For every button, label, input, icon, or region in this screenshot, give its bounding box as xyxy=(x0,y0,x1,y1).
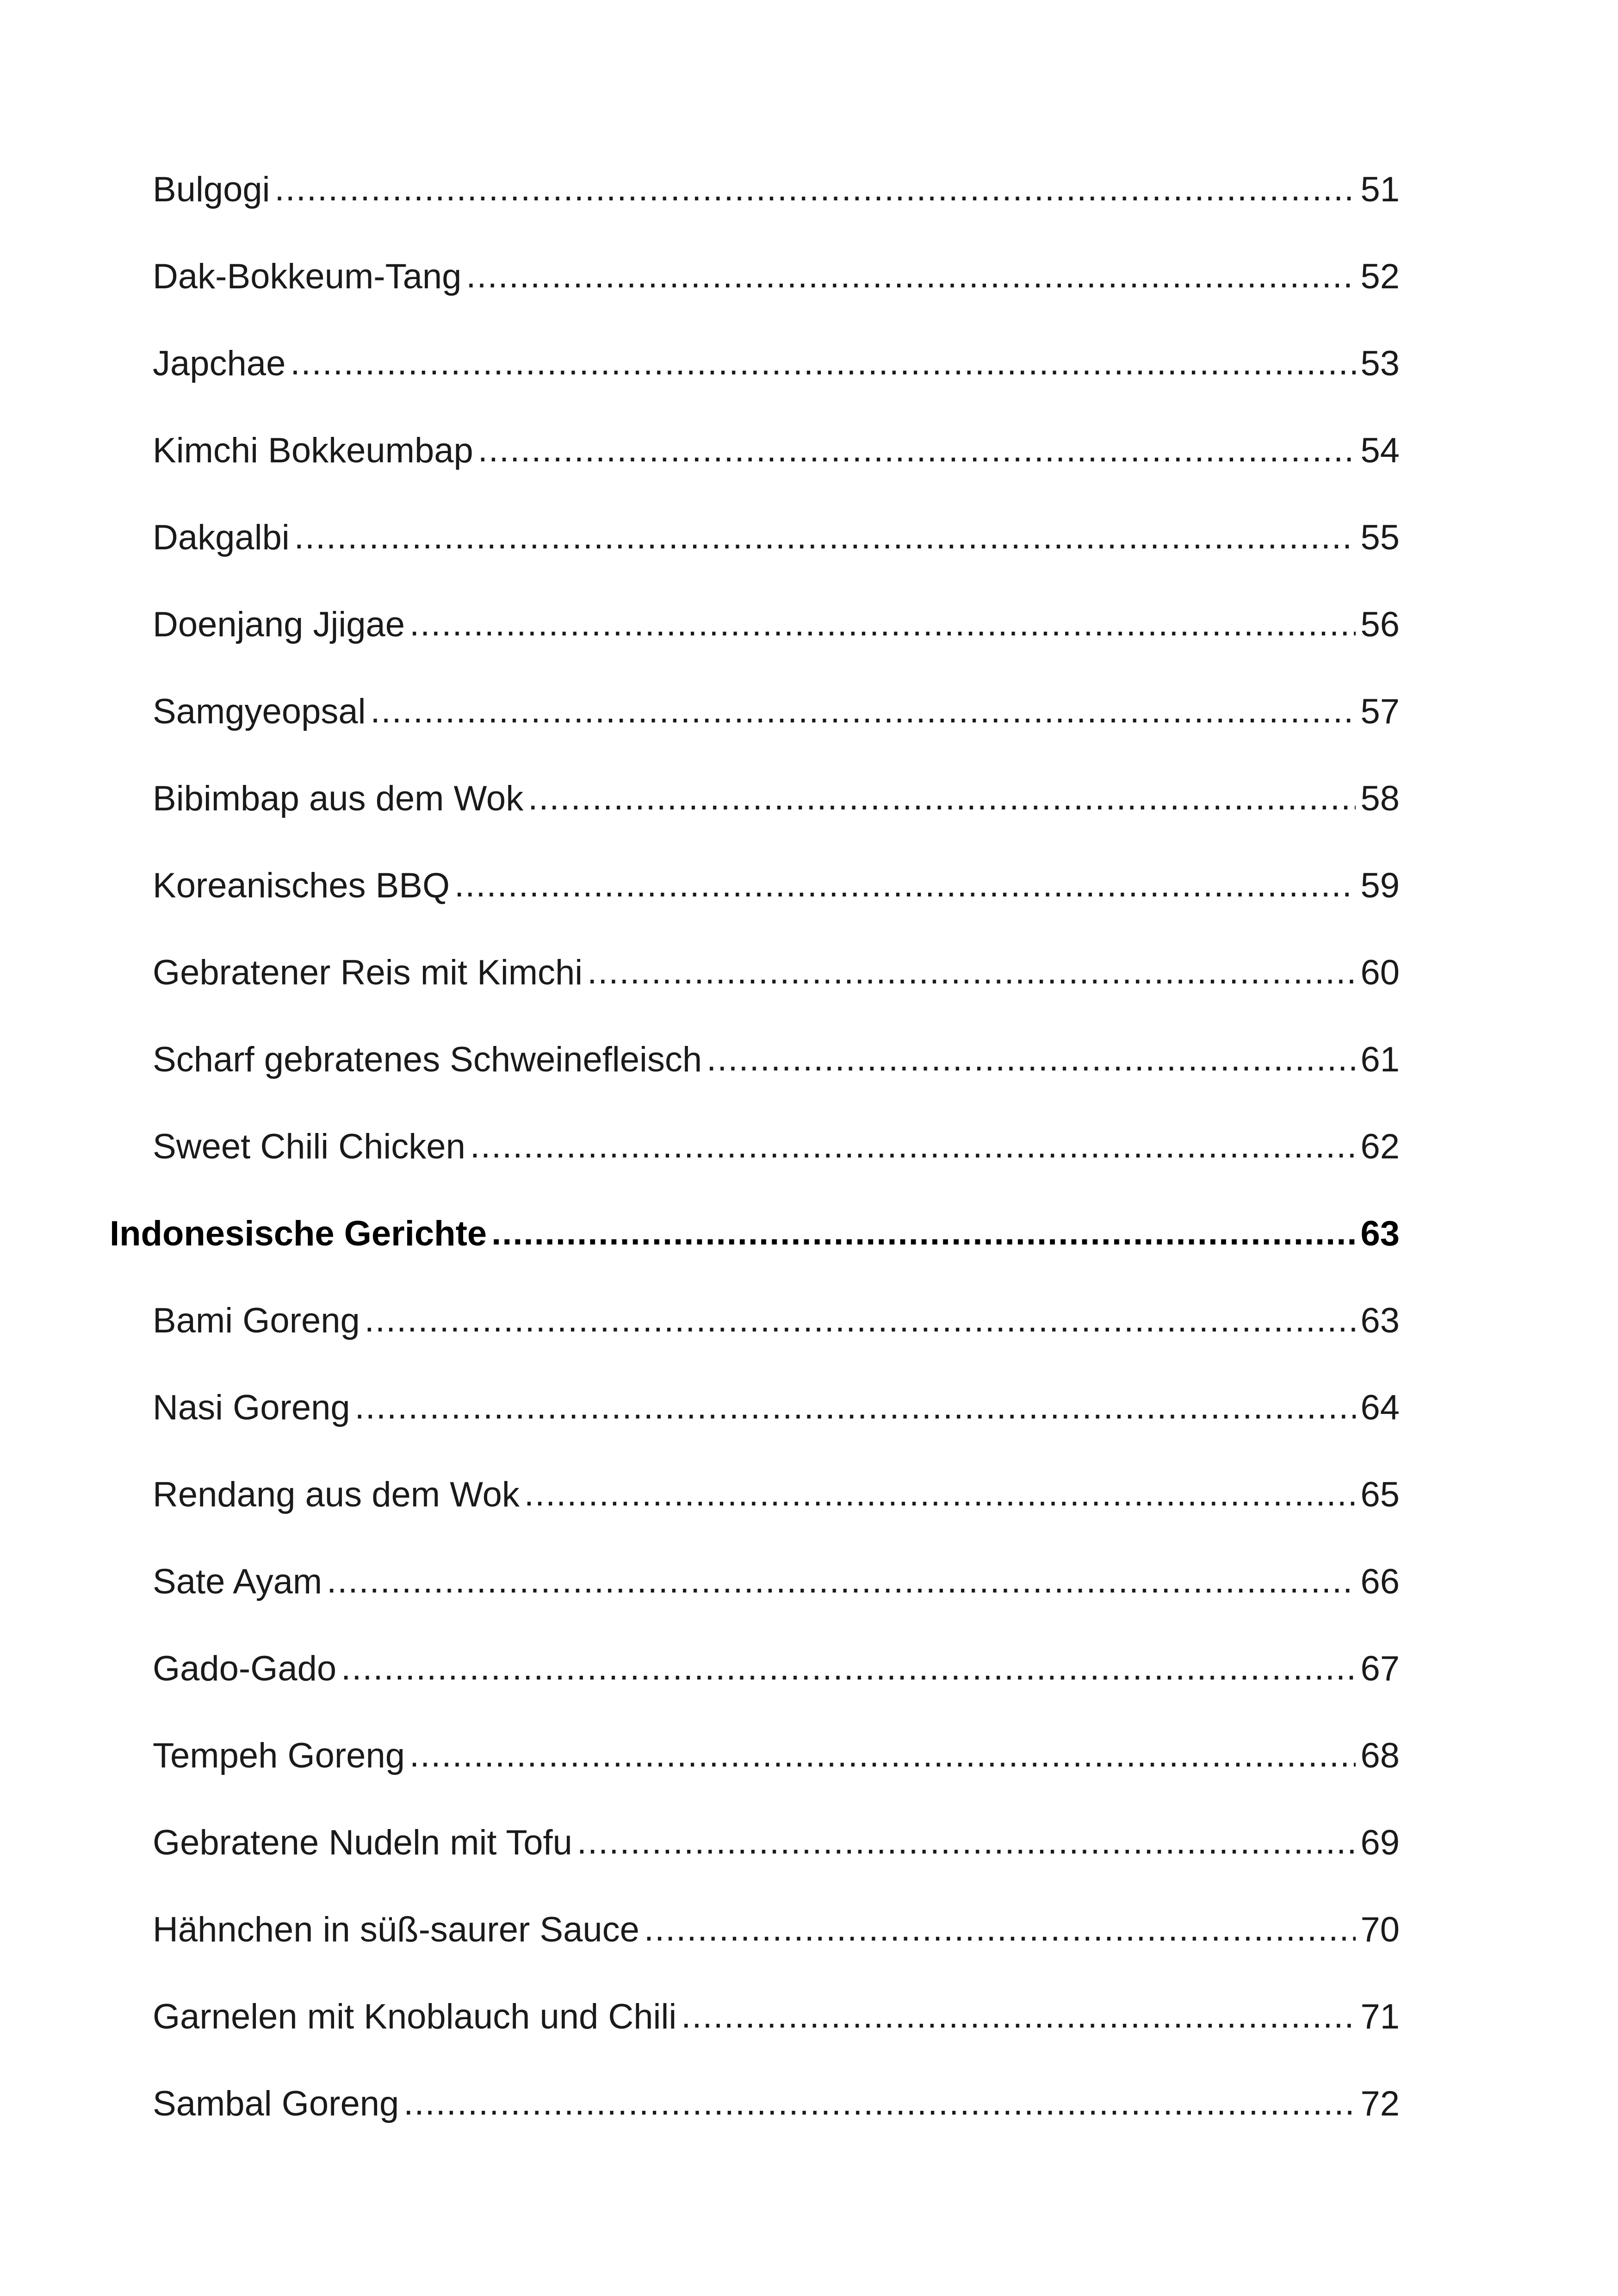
toc-entry-page: 65 xyxy=(1360,1475,1400,1514)
toc-entry-page: 64 xyxy=(1360,1388,1400,1427)
toc-entry[interactable] xyxy=(153,1728,1400,1784)
toc-dot-leader xyxy=(409,596,1356,652)
toc-entry[interactable] xyxy=(153,1467,1400,1523)
toc-dot-leader xyxy=(707,1031,1356,1087)
toc-dot-leader xyxy=(491,1205,1356,1261)
toc-entry-title: Japchae xyxy=(153,344,286,383)
toc-entry-title: Gebratene Nudeln mit Tofu xyxy=(153,1823,572,1862)
toc-entry-page: 60 xyxy=(1360,953,1400,992)
toc-entry-page: 56 xyxy=(1360,605,1400,644)
toc-dot-leader xyxy=(478,422,1356,478)
toc-entry[interactable] xyxy=(153,858,1400,914)
toc-entry-page: 68 xyxy=(1360,1736,1400,1775)
toc-entry-page: 59 xyxy=(1360,866,1400,905)
toc-entry-title: Bulgogi xyxy=(153,170,270,209)
toc-entry-page: 51 xyxy=(1360,170,1400,209)
toc-dot-leader xyxy=(365,1292,1356,1348)
toc-dot-leader xyxy=(587,944,1356,1000)
toc-dot-leader xyxy=(327,1553,1356,1609)
toc-entry-page: 55 xyxy=(1360,518,1400,557)
toc-entry[interactable] xyxy=(153,684,1400,740)
toc-entry[interactable] xyxy=(153,1380,1400,1436)
toc-entry-title: Scharf gebratenes Schweinefleisch xyxy=(153,1040,702,1079)
toc-dot-leader xyxy=(470,1118,1356,1174)
toc-entry[interactable] xyxy=(153,1032,1400,1088)
toc-dot-leader xyxy=(341,1640,1356,1696)
toc-entry[interactable] xyxy=(153,423,1400,479)
toc-chapter-entry[interactable] xyxy=(110,1206,1400,1262)
toc-entry-page: 61 xyxy=(1360,1040,1400,1079)
toc-entry-page: 54 xyxy=(1360,431,1400,470)
toc-entry-page: 57 xyxy=(1360,692,1400,731)
toc-chapter-page: 63 xyxy=(1360,1214,1400,1253)
toc-dot-leader xyxy=(275,161,1356,217)
toc-entry-title: Gado-Gado xyxy=(153,1649,337,1688)
toc-entry-title: Samgyeopsal xyxy=(153,692,366,731)
toc-entry-page: 58 xyxy=(1360,779,1400,818)
toc-entry[interactable] xyxy=(153,945,1400,1001)
toc-dot-leader xyxy=(409,1727,1356,1783)
toc-entry[interactable] xyxy=(153,510,1400,566)
toc-dot-leader xyxy=(681,1988,1356,2044)
toc-entry[interactable] xyxy=(153,1902,1400,1958)
toc-dot-leader xyxy=(644,1901,1356,1957)
toc-chapter-title: Indonesische Gerichte xyxy=(110,1214,487,1253)
toc-entry-page: 62 xyxy=(1360,1127,1400,1166)
toc-entry[interactable] xyxy=(153,2076,1400,2132)
toc-entry-title: Gebratener Reis mit Kimchi xyxy=(153,953,583,992)
toc-entry-page: 66 xyxy=(1360,1562,1400,1601)
toc-entry-title: Tempeh Goreng xyxy=(153,1736,405,1775)
toc-entry[interactable] xyxy=(153,336,1400,392)
toc-entry[interactable] xyxy=(153,597,1400,653)
toc-entry[interactable] xyxy=(153,1119,1400,1175)
toc-entry-page: 69 xyxy=(1360,1823,1400,1862)
toc-entry[interactable] xyxy=(153,1815,1400,1871)
toc-entry-title: Rendang aus dem Wok xyxy=(153,1475,520,1514)
toc-entry[interactable] xyxy=(153,1554,1400,1610)
toc-entry-title: Kimchi Bokkeumbap xyxy=(153,431,473,470)
toc-entry-page: 70 xyxy=(1360,1910,1400,1949)
toc-entry[interactable] xyxy=(153,771,1400,827)
toc-entry-title: Koreanisches BBQ xyxy=(153,866,450,905)
toc-dot-leader xyxy=(371,683,1356,739)
toc-entry-title: Garnelen mit Knoblauch und Chili xyxy=(153,1997,677,2036)
toc-entry-page: 52 xyxy=(1360,257,1400,296)
toc-entry[interactable] xyxy=(153,1641,1400,1697)
toc-dot-leader xyxy=(524,1466,1356,1522)
toc-entry-title: Nasi Goreng xyxy=(153,1388,350,1427)
toc-entry-title: Bami Goreng xyxy=(153,1301,360,1340)
toc-dot-leader xyxy=(290,335,1356,391)
toc-entry-title: Sambal Goreng xyxy=(153,2084,399,2123)
toc-entry-page: 63 xyxy=(1360,1301,1400,1340)
toc-entry-title: Bibimbap aus dem Wok xyxy=(153,779,524,818)
toc-dot-leader xyxy=(528,770,1356,826)
toc-entry[interactable] xyxy=(153,249,1400,305)
toc-entry-title: Hähnchen in süß-saurer Sauce xyxy=(153,1910,639,1949)
toc-entry-page: 71 xyxy=(1360,1997,1400,2036)
toc-entry-title: Sweet Chili Chicken xyxy=(153,1127,465,1166)
toc-entry[interactable] xyxy=(153,162,1400,218)
toc-dot-leader xyxy=(577,1814,1356,1870)
toc-entry-page: 53 xyxy=(1360,344,1400,383)
toc-dot-leader xyxy=(355,1379,1356,1435)
toc-dot-leader xyxy=(454,857,1356,913)
toc-entry-page: 67 xyxy=(1360,1649,1400,1688)
toc-entry-page: 72 xyxy=(1360,2084,1400,2123)
toc-entry-title: Dakgalbi xyxy=(153,518,290,557)
toc-entry-title: Doenjang Jjigae xyxy=(153,605,405,644)
toc-dot-leader xyxy=(403,2075,1356,2131)
toc-entry-title: Dak-Bokkeum-Tang xyxy=(153,257,462,296)
toc-entry[interactable] xyxy=(153,1989,1400,2045)
toc-dot-leader xyxy=(294,509,1356,565)
toc-entry-title: Sate Ayam xyxy=(153,1562,322,1601)
toc-dot-leader xyxy=(466,248,1356,304)
toc-entry[interactable] xyxy=(153,1293,1400,1349)
